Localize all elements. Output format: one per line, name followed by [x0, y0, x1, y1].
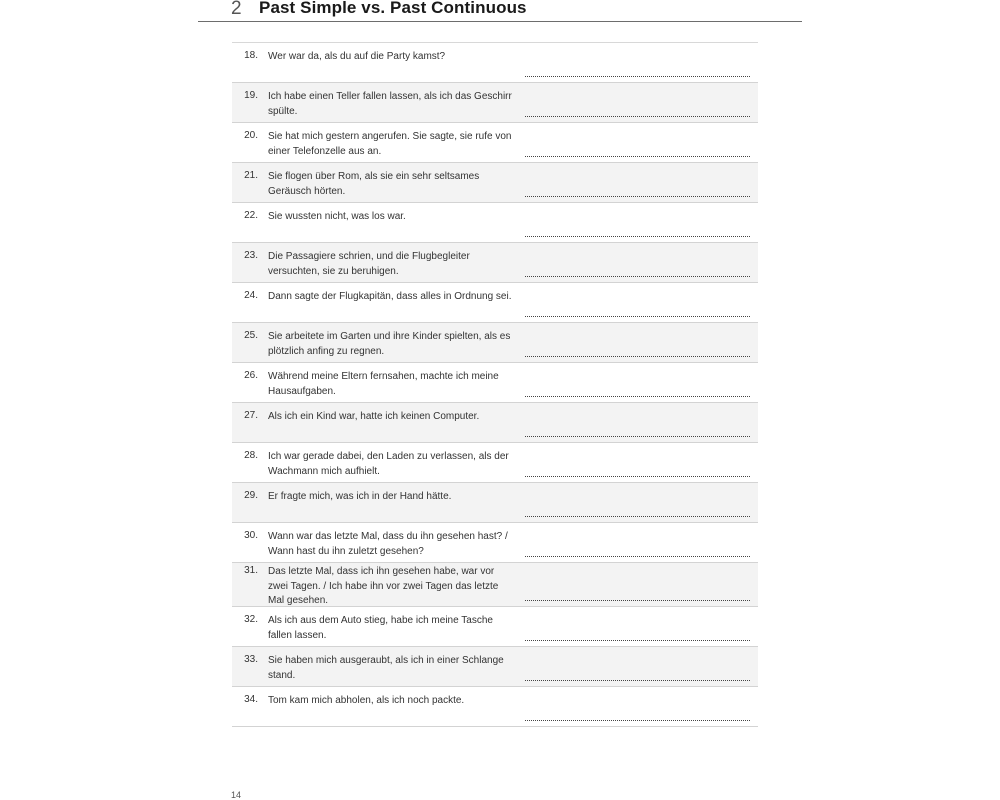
exercise-row — [232, 323, 758, 363]
exercise-sentence: Während meine Eltern fernsahen, machte ich meine Hausaufgaben. — [268, 371, 499, 397]
answer-line[interactable] — [525, 720, 750, 721]
answer-line[interactable] — [525, 640, 750, 641]
exercise-row — [232, 363, 758, 403]
exercise-sentence: Das letzte Mal, dass ich ihn gesehen habe, war vor zwei Tagen. / Ich habe ihn vor zwei Tagen das letzte Mal gesehen. — [268, 566, 499, 606]
exercise-number: 18. — [244, 50, 258, 61]
exercise-sentence: Sie flogen über Rom, als sie ein sehr seltsames Geräusch hörten. — [268, 171, 480, 197]
exercise-number: 27. — [244, 410, 258, 421]
exercise-number: 31. — [244, 565, 258, 576]
exercise-row — [232, 687, 758, 727]
exercise-number: 22. — [244, 210, 258, 221]
exercise-row — [232, 483, 758, 523]
answer-line[interactable] — [525, 76, 750, 77]
exercise-sentence: Sie wussten nicht, was los war. — [268, 211, 406, 222]
exercise-sentence: Ich war gerade dabei, den Laden zu verlassen, als der Wachmann mich aufhielt. — [268, 451, 509, 477]
exercise-row — [232, 443, 758, 483]
exercise-row — [232, 563, 758, 607]
exercise-row — [232, 83, 758, 123]
exercise-row — [232, 243, 758, 283]
answer-line[interactable] — [525, 196, 750, 197]
exercise-sentence: Als ich aus dem Auto stieg, habe ich meine Tasche fallen lassen. — [268, 615, 493, 641]
page-margin — [0, 0, 196, 800]
exercise-number: 32. — [244, 614, 258, 625]
answer-line[interactable] — [525, 116, 750, 117]
exercise-number: 28. — [244, 450, 258, 461]
exercise-row — [232, 283, 758, 323]
answer-line[interactable] — [525, 356, 750, 357]
exercise-number: 24. — [244, 290, 258, 301]
exercise-sentence: Wer war da, als du auf die Party kamst? — [268, 51, 446, 62]
exercise-sentence: Wann war das letzte Mal, dass du ihn gesehen hast? / Wann hast du ihn zuletzt gesehen? — [268, 531, 508, 557]
exercise-number: 25. — [244, 330, 258, 341]
exercise-sentence: Tom kam mich abholen, als ich noch packte. — [268, 695, 465, 706]
exercise-number: 26. — [244, 370, 258, 381]
exercise-row — [232, 647, 758, 687]
exercise-row — [232, 607, 758, 647]
chapter-number: 2 — [231, 0, 242, 19]
answer-line[interactable] — [525, 476, 750, 477]
exercise-row — [232, 203, 758, 243]
answer-line[interactable] — [525, 680, 750, 681]
exercise-sentence: Als ich ein Kind war, hatte ich keinen Computer. — [268, 411, 480, 422]
answer-line[interactable] — [525, 436, 750, 437]
answer-line[interactable] — [525, 600, 750, 601]
exercise-sentence: Sie arbeitete im Garten und ihre Kinder spielten, als es plötzlich anfing zu regnen. — [268, 331, 511, 357]
chapter-title: Past Simple vs. Past Continuous — [259, 0, 527, 17]
exercise-sentence: Ich habe einen Teller fallen lassen, als ich das Geschirr spülte. — [268, 91, 512, 117]
exercise-number: 20. — [244, 130, 258, 141]
exercise-row — [232, 123, 758, 163]
exercise-sentence: Sie haben mich ausgeraubt, als ich in einer Schlange stand. — [268, 655, 504, 681]
exercise-table — [232, 42, 758, 727]
exercise-sentence: Sie hat mich gestern angerufen. Sie sagte, sie rufe von einer Telefonzelle aus an. — [268, 131, 512, 157]
answer-line[interactable] — [525, 276, 750, 277]
page-number: 14 — [231, 790, 242, 800]
chapter-header — [198, 0, 802, 22]
exercise-number: 19. — [244, 90, 258, 101]
answer-line[interactable] — [525, 236, 750, 237]
exercise-sentence: Er fragte mich, was ich in der Hand hätte. — [268, 491, 452, 502]
exercise-sentence: Dann sagte der Flugkapitän, dass alles in Ordnung sei. — [268, 291, 512, 302]
exercise-number: 21. — [244, 170, 258, 181]
answer-line[interactable] — [525, 156, 750, 157]
exercise-row — [232, 403, 758, 443]
exercise-sentence: Die Passagiere schrien, und die Flugbegleiter versuchten, sie zu beruhigen. — [268, 251, 470, 277]
exercise-number: 33. — [244, 654, 258, 665]
exercise-number: 29. — [244, 490, 258, 501]
exercise-row — [232, 523, 758, 563]
exercise-row — [232, 43, 758, 83]
answer-line[interactable] — [525, 556, 750, 557]
exercise-number: 30. — [244, 530, 258, 541]
exercise-number: 23. — [244, 250, 258, 261]
exercise-number: 34. — [244, 694, 258, 705]
answer-line[interactable] — [525, 516, 750, 517]
answer-line[interactable] — [525, 316, 750, 317]
exercise-row — [232, 163, 758, 203]
answer-line[interactable] — [525, 396, 750, 397]
